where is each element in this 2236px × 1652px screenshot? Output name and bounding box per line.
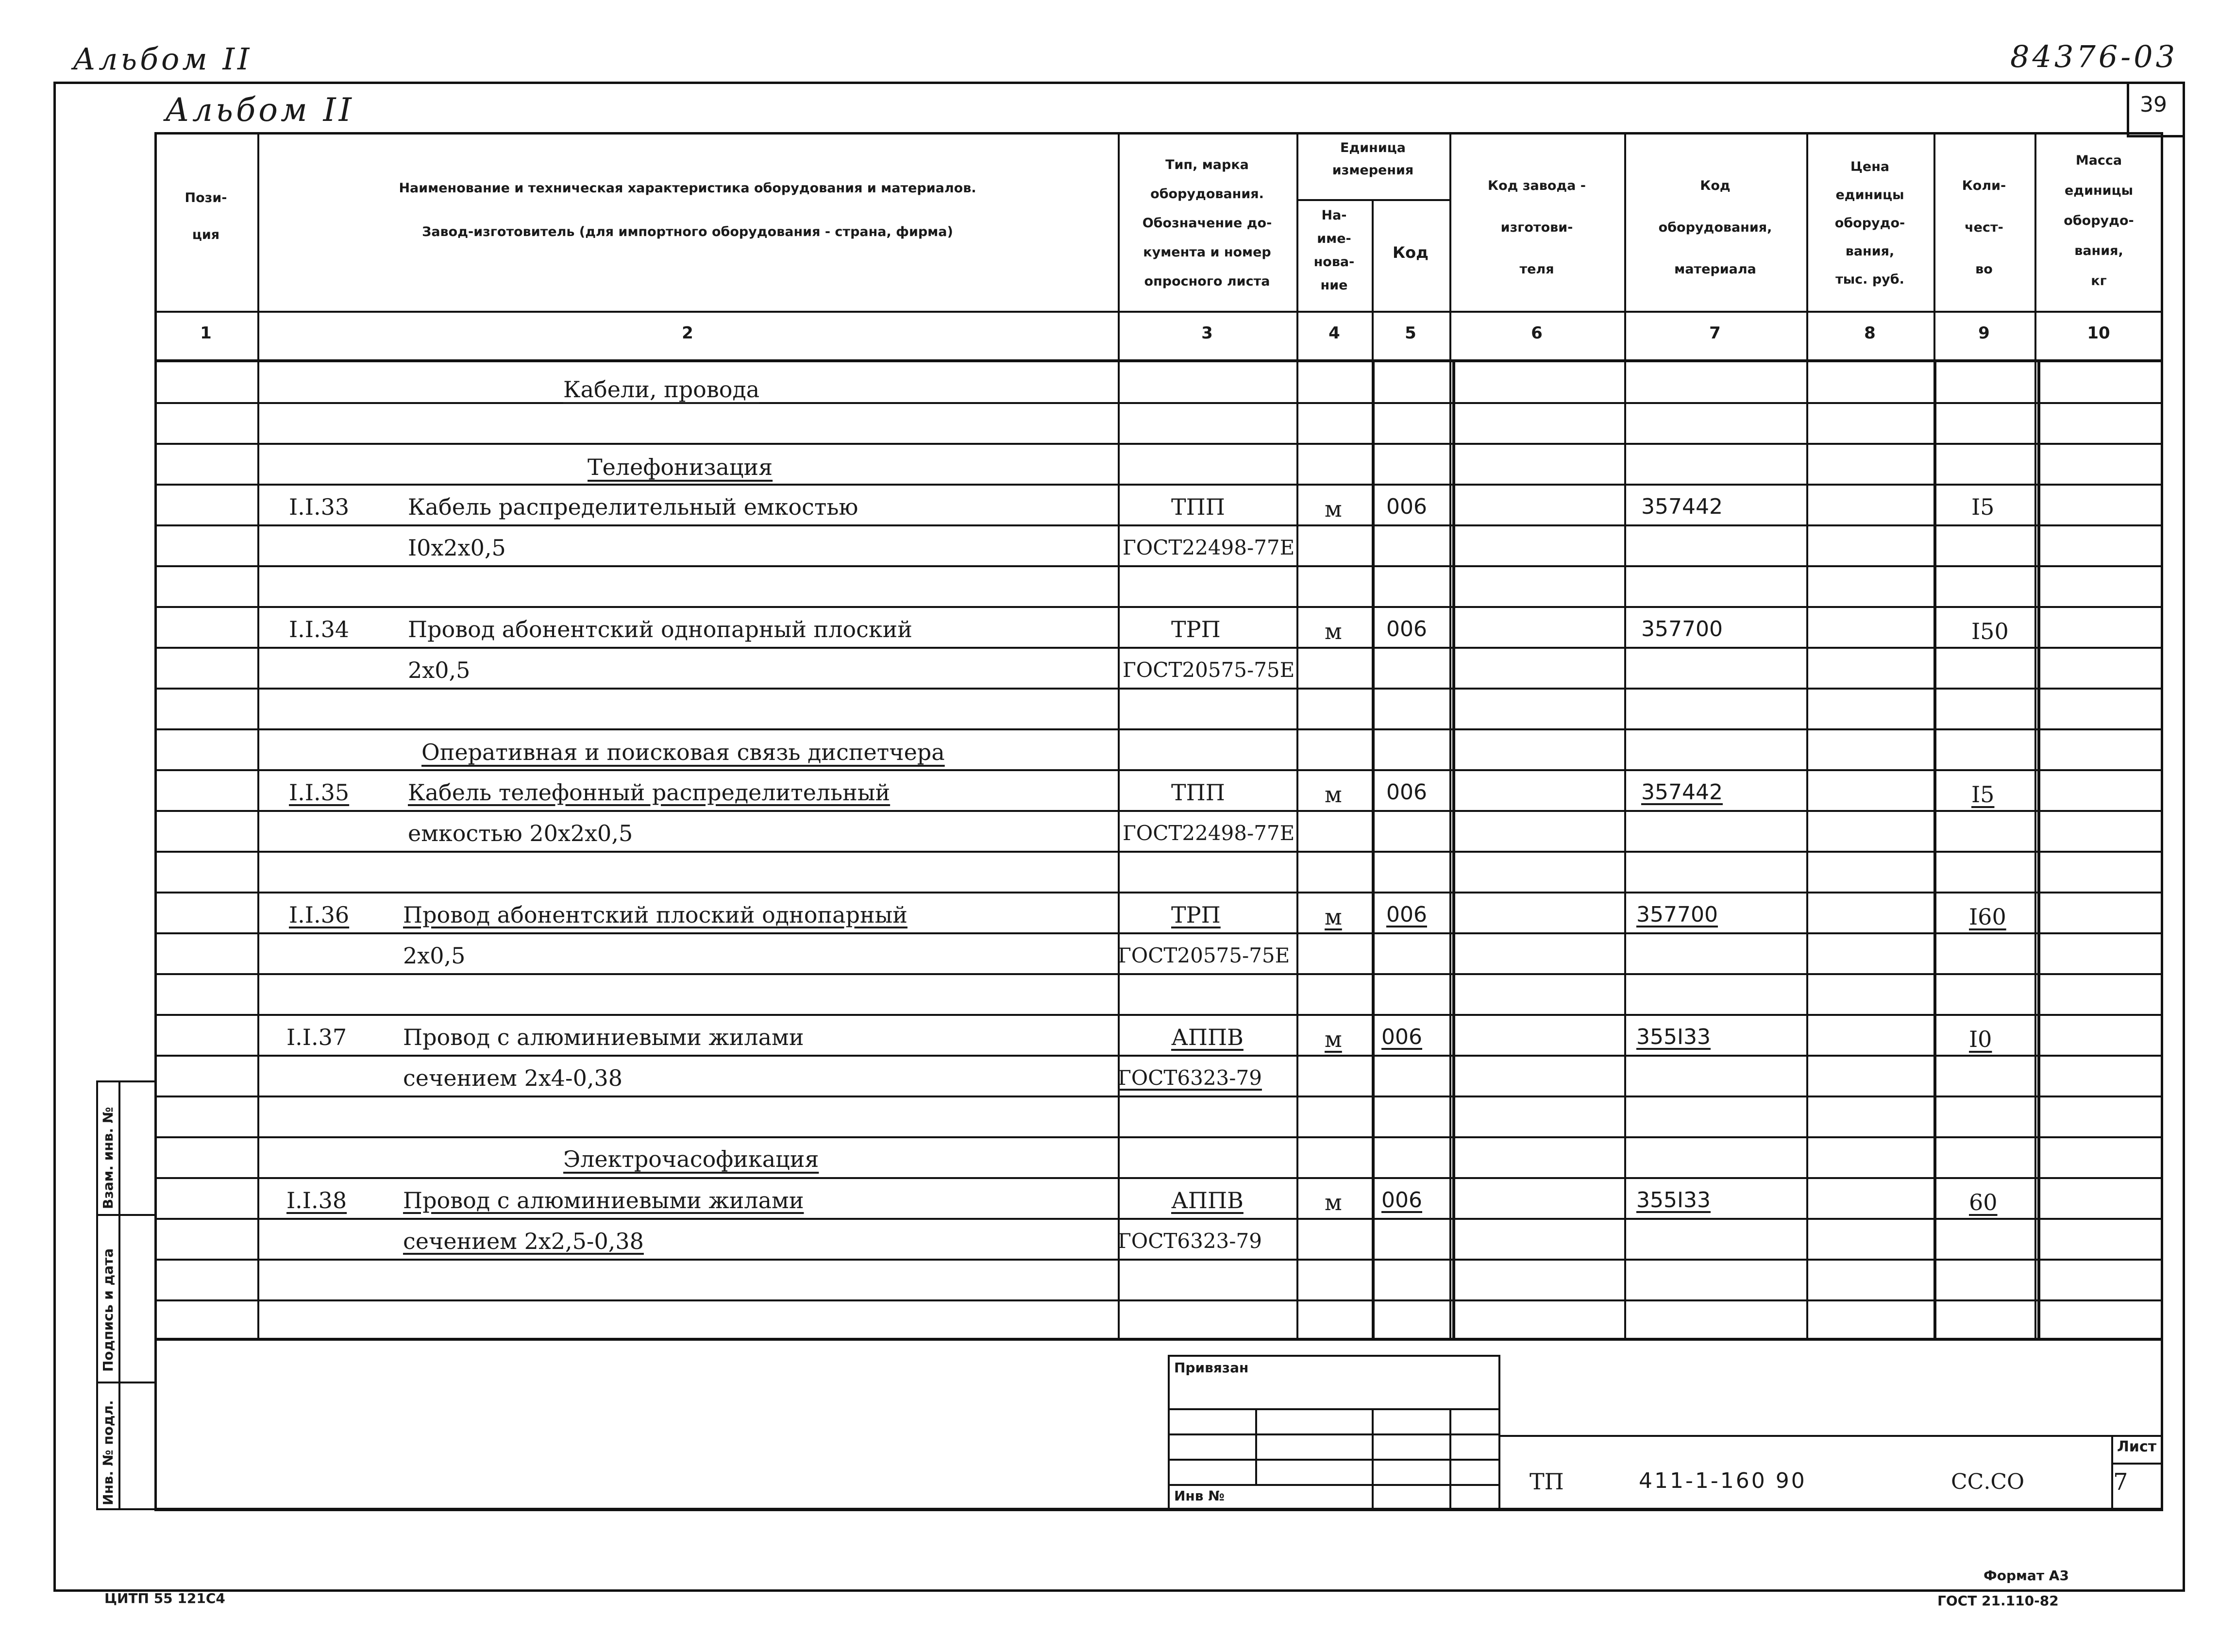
item-qty: I50 [1971,618,2009,644]
bottom-line [154,1509,2163,1511]
item-unit: м [1325,618,1342,644]
col-line [257,132,259,1338]
item-type: ТРП [1171,902,1221,928]
item-doc: ГОСТ20575-75Е [1118,944,1290,967]
item-name: Провод с алюминиевыми жилами [403,1187,804,1214]
item-unit-code: 006 [1386,617,1427,641]
privyazan-label: Привязан [1174,1360,1249,1376]
side-label-signature: Подпись и дата [100,1248,116,1372]
row-line [154,606,2163,608]
footer-gost: ГОСТ 21.110-82 [1937,1593,2059,1609]
stamp-col [1449,1408,1451,1510]
item-unit-code: 006 [1386,902,1427,927]
item-unit-code: 006 [1381,1025,1422,1049]
item-material-code: 357700 [1641,617,1723,641]
item-material-code: 357442 [1641,780,1723,805]
item-name: Кабель телефонный распределительный [408,779,891,806]
footer-left: ЦИТП 55 121С4 [104,1590,225,1606]
item-type: ТПП [1171,494,1225,520]
titleblock-code: СС.СО [1951,1469,2025,1494]
header-name-line2: Завод-изготовитель (для импортного оборудования - страна, фирма) [422,224,953,239]
item-unit: м [1325,1189,1342,1215]
row-line [154,1299,2163,1301]
item-name: Кабель распределительный емкостью [408,494,858,520]
row-line [154,565,2163,567]
row-line [154,443,2163,445]
footer-format: Формат А3 [1984,1568,2069,1584]
item-doc: ГОСТ6323-79 [1118,1066,1262,1090]
col-number: 3 [1201,323,1213,343]
album-label-top: Альбом II [73,41,252,77]
item-name-cont: сечением 2x2,5-0,38 [403,1228,644,1254]
col-number: 8 [1864,323,1876,343]
row-line [154,1096,2163,1097]
col-line [1118,132,1120,1338]
item-position: I.I.34 [289,616,350,642]
item-name: Провод абонентский плоский однопарный [403,902,908,928]
row-line [154,892,2163,893]
section-heading: Телефонизация [588,454,773,480]
header-price: Цена единицы оборудо- вания, тыс. руб. [1834,159,1905,287]
item-name-cont: 2x0,5 [408,657,471,683]
row-line [154,932,2163,934]
item-name-cont: 2x0,5 [403,943,466,969]
item-doc: ГОСТ6323-79 [1118,1229,1262,1253]
row-line [154,1259,2163,1261]
sheet-box-line [2111,1463,2163,1465]
col-number: 4 [1328,323,1340,343]
item-unit: м [1325,1026,1342,1052]
item-position: I.I.36 [289,902,350,928]
row-line [154,973,2163,975]
row-line [154,688,2163,690]
row-line [154,1055,2163,1057]
item-unit-code: 006 [1386,494,1427,519]
titleblock-number: 411-1-160 90 [1639,1468,1807,1493]
item-doc: ГОСТ22498-77Е [1123,536,1295,559]
col-number: 5 [1405,323,1416,343]
item-name-cont: I0x2x0,5 [408,535,506,561]
item-unit: м [1325,904,1342,930]
header-position: Пози- ция [185,190,227,242]
row-line [154,851,2163,853]
section-heading: Оперативная и поисковая связь диспетчера [421,739,945,765]
item-doc: ГОСТ20575-75Е [1123,658,1295,682]
item-position: I.I.35 [289,779,350,806]
col-number: 6 [1531,323,1543,343]
item-unit-code: 006 [1381,1188,1422,1213]
colnum-bottom-line [154,359,2163,362]
unit-split-line [1296,199,1451,201]
header-name-line1: Наименование и техническая характеристика оборудования и материалов. [399,181,976,196]
item-position: I.I.37 [286,1024,347,1050]
item-name: Провод абонентский однопарный плоский [408,616,912,642]
item-unit: м [1325,781,1342,808]
titleblock-top-line [1500,1435,2163,1437]
item-qty: I0 [1969,1026,1992,1052]
row-line [154,1136,2163,1138]
item-type: ТПП [1171,779,1225,806]
sheet-number: 7 [2113,1468,2128,1496]
row-line [154,769,2163,771]
stamp-col [1372,1408,1374,1510]
section-heading: Электрочасофикация [563,1146,819,1172]
row-line [154,728,2163,730]
col-number: 9 [1978,323,1990,343]
header-type: Тип, марка оборудования. Обозначение до- кумента и номер опросного листа [1142,157,1272,289]
item-material-code: 355I33 [1636,1025,1711,1049]
item-name-cont: емкостью 20x2x0,5 [408,820,633,846]
side-stamp-inner [120,1080,154,1510]
item-type: АППВ [1171,1187,1244,1214]
row-line [154,1177,2163,1179]
item-doc: ГОСТ22498-77Е [1123,821,1295,845]
col-number: 1 [200,323,212,343]
titleblock-tp: ТП [1530,1468,1564,1495]
inventory-label: Инв № [1174,1488,1225,1504]
document-number-handwritten: 84376-03 [2010,39,2178,74]
side-label-replace: Взам. инв. № [100,1107,116,1209]
page-number: 39 [2140,92,2167,117]
row-line [154,810,2163,812]
item-name-cont: сечением 2x4-0,38 [403,1065,623,1091]
stamp-col [1255,1408,1257,1484]
item-unit-code: 006 [1386,780,1427,805]
side-label-inventory: Инв. № подл. [100,1400,116,1505]
header-bottom-line [154,311,2163,313]
row-line [154,402,2163,404]
table-body-bottom-line [154,1338,2163,1341]
row-line [154,1218,2163,1220]
header-unit-code: Код [1393,243,1429,262]
col-number: 10 [2087,323,2110,343]
header-qty: Коли- чест- во [1962,178,2006,277]
item-qty: I60 [1969,904,2006,930]
row-line [154,484,2163,486]
col-line [1806,132,1808,1338]
item-name: Провод с алюминиевыми жилами [403,1024,804,1050]
item-qty: I5 [1971,781,1995,808]
item-position: I.I.38 [286,1187,347,1214]
header-unit: Единица измерения [1332,140,1414,178]
album-label-inner: Альбом II [165,91,354,129]
col-number: 7 [1709,323,1721,343]
col-line [1624,132,1626,1338]
col-line [1296,132,1298,1338]
item-material-code: 357442 [1641,494,1723,519]
item-material-code: 355I33 [1636,1188,1711,1213]
header-material-code: Код оборудования, материала [1658,178,1772,277]
side-divider [96,1382,154,1383]
header-unit-name: На- име- нова- ние [1313,208,1355,293]
header-mass: Масса единицы оборудо- вания, кг [2064,153,2134,288]
side-divider [96,1214,154,1216]
row-line [154,524,2163,526]
item-qty: 60 [1969,1189,1998,1215]
sheet-label: Лист [2117,1438,2157,1455]
item-unit: м [1325,496,1342,522]
header-factory-code: Код завода - изготови- теля [1488,178,1586,277]
item-type: ТРП [1171,616,1221,642]
row-line [154,647,2163,649]
item-type: АППВ [1171,1024,1244,1050]
col-number: 2 [682,323,693,343]
item-qty: I5 [1971,494,1995,520]
row-line [154,1014,2163,1016]
item-position: I.I.33 [289,494,350,520]
section-heading: Кабели, провода [563,376,760,403]
item-material-code: 357700 [1636,902,1718,927]
